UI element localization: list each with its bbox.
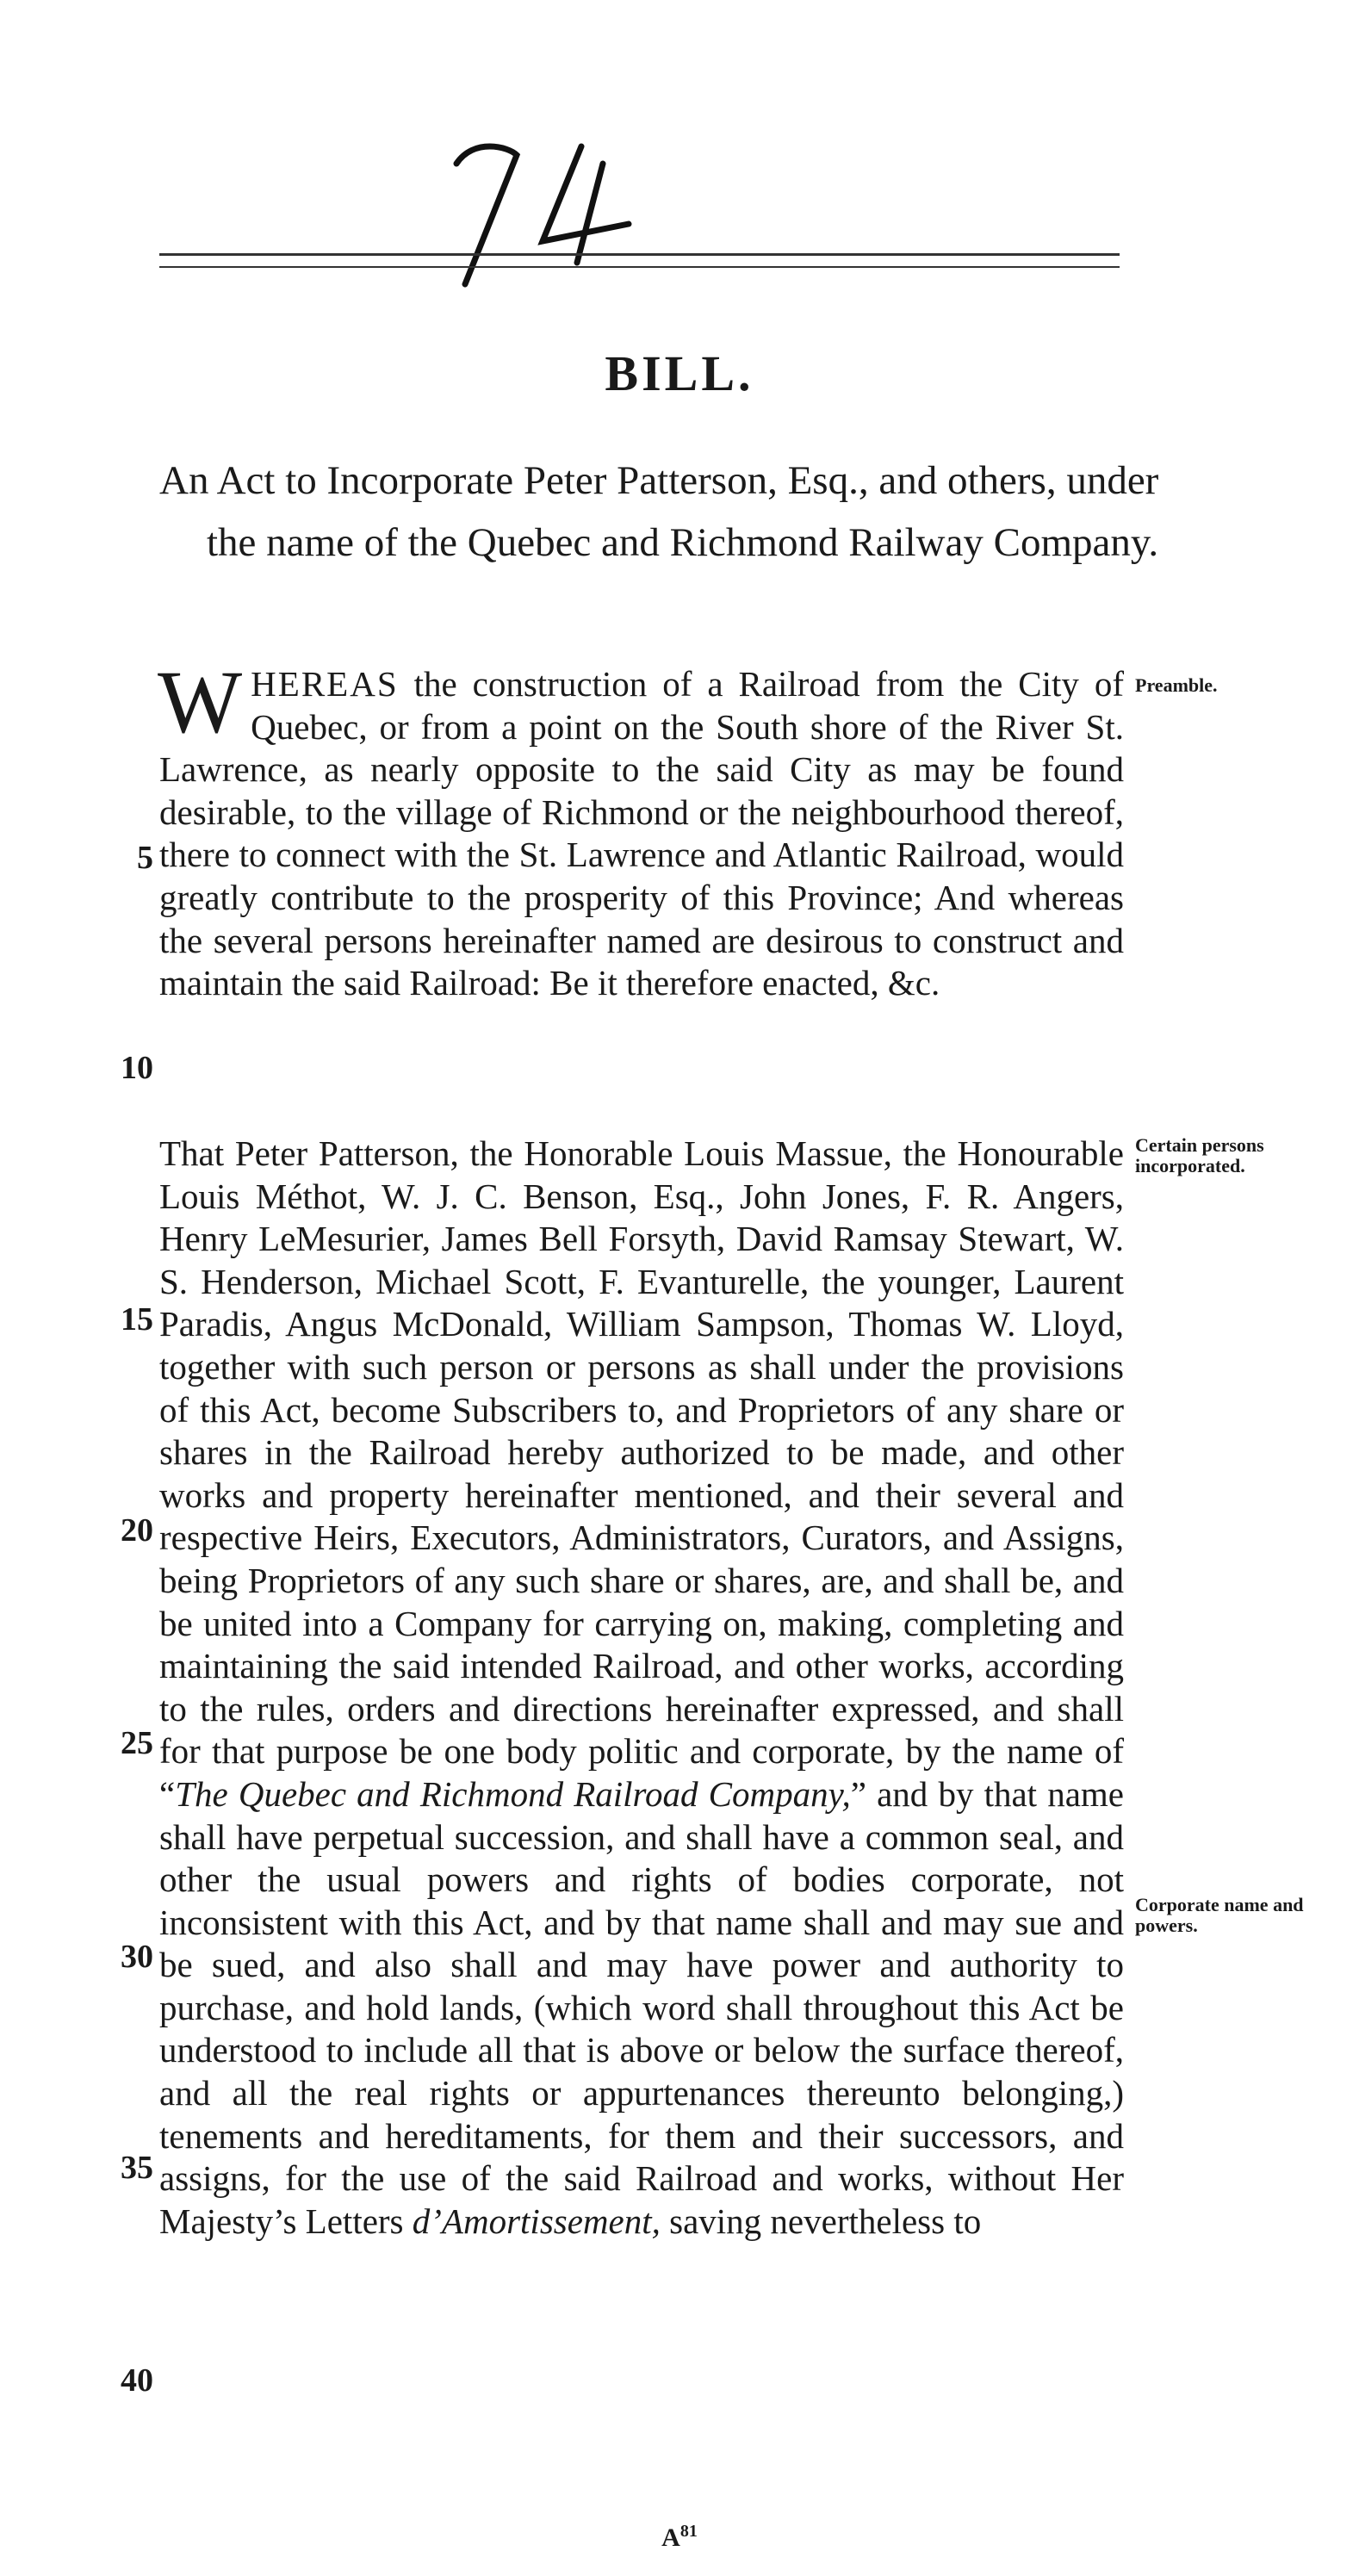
section-text-opening: That Peter Patterson, the Honorable Louis Massue, the Honourable Louis Méthot, W. J. C. Benson, Esq., John Jones, F. R. Angers, Henry LeMesurier, James Bell Forsyth, David Ramsay Stewart, W. S. Henderson, Michael Scott, F. Evanturelle, the younger, Laurent Paradis, Angus McDonald, William Sampson, Thomas W. Lloyd, together with such person or persons as shall under the provisions of this Act, become Subscribers to, and Proprietors of any share or shares in the Railroad hereby authorized to be made, and other works and property hereinafter mentioned, and their several and respective Heirs, Executors, Administrators, Curators, and Assigns, being Proprietors of any such share or shares, are, and shall be, and be united into a Company for carrying on, making, completing and maintaining the said intended Railroad, and other works, according to the rules, orders and directions hereinafter expressed, and shall for that purpose be one body politic and corporate, by the name of “ [159, 1133, 1124, 1814]
bill-title: BILL. [605, 345, 754, 401]
signature-letter: A [661, 2523, 680, 2552]
preamble-text: the construction of a Railroad from the City of Quebec, or from a point on the South shore of the River St. Lawrence, as nearly opposite to the said City as may be found desirable, to the village of Richmond or the neighbourhood thereof, there to connect with the St. Lawrence and Atlantic Railroad, would greatly contribute to the prosperity of this Province; And whereas the several persons hereinafter named are desirous to construct and maintain the said Railroad: Be it therefore enacted, &c. [159, 664, 1124, 1003]
act-title: An Act to Incorporate Peter Patterson, Esq., and others, under the name of the Quebec and Richmond Railway Company. [159, 458, 1159, 565]
drop-cap: W [158, 653, 243, 752]
line-number: 40 [121, 2362, 153, 2399]
line-number: 15 [121, 1301, 153, 1338]
handwritten-page-number-strokes [405, 112, 698, 310]
line-number: 20 [121, 1512, 153, 1549]
line-number: 35 [121, 2150, 153, 2186]
header-double-rule [159, 253, 1120, 268]
company-name: The Quebec and Richmond Railroad Company, [175, 1773, 851, 1814]
section-paragraph [159, 1133, 1124, 2243]
signature-number: 81 [680, 2522, 698, 2541]
section-text-middle: ” and by that name shall have perpetual succession, and shall have a common seal, and other the usual powers and rights of bodies corporate, not inconsistent with this Act, and by that name shall and may sue and be sued, and also shall and may have power and authority to purchase, and hold lands, (which word shall throughout this Act be understood to include all that is above or below the surface thereof, and all the real rights or appurtenances thereunto belonging,) tenements and hereditaments, for them and their successors, and assigns, for the use of the said Railroad and works, without Her Majesty’s Letters [159, 1773, 1124, 2241]
preamble-paragraph [158, 653, 1124, 1005]
amortissement-term: d’Amortissement, [412, 2200, 661, 2241]
section-text-end: saving nevertheless to [669, 2200, 982, 2241]
line-number: 25 [121, 1725, 153, 1761]
margin-note-preamble: Preamble. [1135, 674, 1218, 696]
line-number: 5 [137, 840, 153, 876]
margin-note-corporate-name: Corporate name and powers. [1135, 1894, 1304, 1936]
preamble-lead-word: HEREAS [251, 664, 399, 704]
line-number: 30 [121, 1939, 153, 1975]
printer-signature [0, 2522, 1359, 2553]
line-number: 10 [121, 1050, 153, 1086]
margin-note-certain-persons: Certain persons incorporated. [1135, 1134, 1264, 1176]
